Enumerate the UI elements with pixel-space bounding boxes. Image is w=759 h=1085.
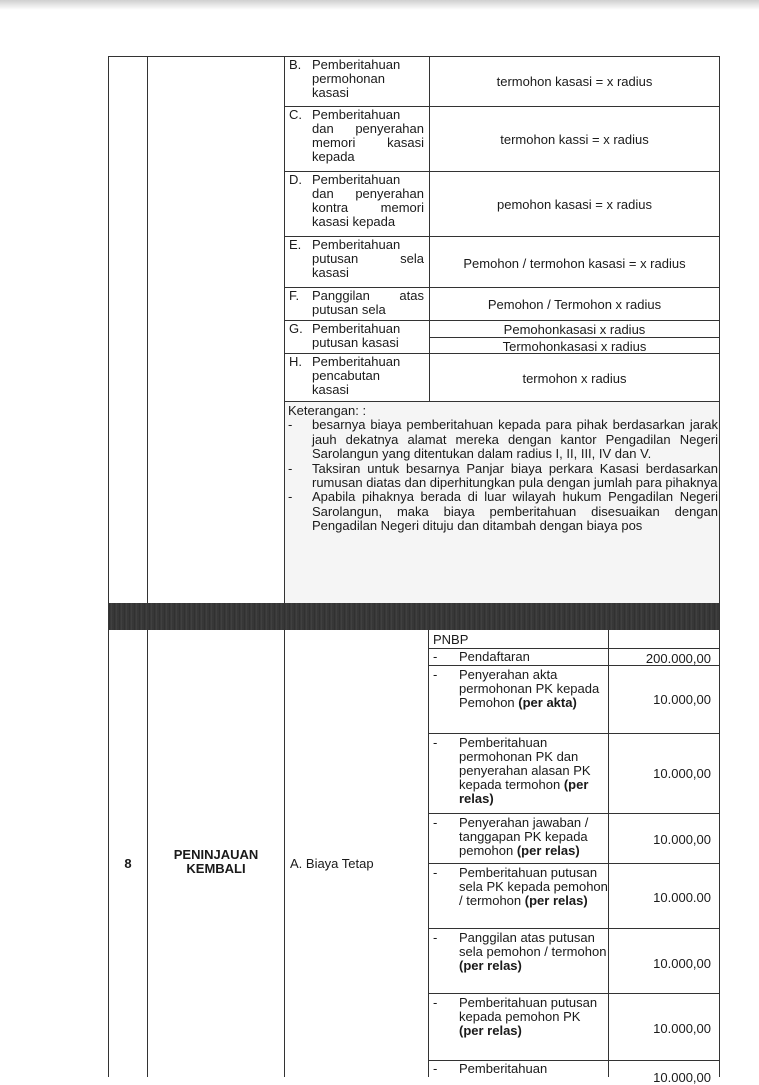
kasasi-item-h-label: H. Pemberitahuan pencabutan kasasi xyxy=(289,354,401,397)
pk-fee-amount: 10.000,00 xyxy=(653,832,711,847)
pk-fee-item: - Pemberitahuan putusan kepada pemohon PK (per relas) xyxy=(433,995,598,1038)
kasasi-item-c-label: C. Pemberitahuan dan penyerahan memori kasasi kepada xyxy=(289,107,424,164)
table-column-line xyxy=(428,630,429,1077)
pk-fee-item: - Penyerahan akta permohonan PK kepada Pemohon (per akta) xyxy=(433,667,600,710)
section-title: PENINJAUAN KEMBALI xyxy=(173,847,259,876)
pk-fee-amount: 10.000.00 xyxy=(653,890,711,905)
kasasi-item-g-label: G. Pemberitahuan putusan kasasi xyxy=(289,321,401,350)
keterangan-bullet: - Apabila pihaknya berada di luar wilayah hukum Pengadilan Negeri Sarolangun, maka biaya pemberitahuan disesuaikan dengan Pengadilan Negeri dituju dan ditambah dengan biaya pos xyxy=(288,489,718,534)
section-number: 8 xyxy=(124,856,132,871)
pk-fee-item: - Pemberitahuan permohonan PK dan penyerahan alasan PK kepada termohon (per relas) xyxy=(433,735,591,806)
table-border-right xyxy=(719,56,720,603)
table-column-line xyxy=(608,630,609,1077)
pk-fee-item: - Pemberitahuan putusan sela PK kepada pemohon / termohon (per relas) xyxy=(433,865,608,908)
keterangan-bullet: - besarnya biaya pemberitahuan kepada para pihak berdasarkan jarak jauh dekatnya alamat mereka dengan kantor Pengadilan Negeri Sarolangun yang ditentukan dalam radius I, II, III, IV dan V. xyxy=(288,417,718,462)
kasasi-item-b-label: B. Pemberitahuan permohonan kasasi xyxy=(289,57,401,100)
kasasi-item-h-value: termohon x radius xyxy=(522,371,627,386)
kasasi-item-e-label: E. Pemberitahuan putusan sela kasasi xyxy=(289,237,424,280)
table-border-right xyxy=(719,630,720,1077)
pk-fee-item: - Penyerahan jawaban / tanggapan PK kepada pemohon (per relas) xyxy=(433,815,589,858)
pk-fee-amount: 200.000,00 xyxy=(645,651,711,666)
kasasi-item-f-label: F. Panggilan atas putusan sela xyxy=(289,288,424,317)
section-category: A. Biaya Tetap xyxy=(290,856,374,871)
pk-fee-amount: 10.000,00 xyxy=(653,766,711,781)
table-row-line xyxy=(428,993,720,994)
keterangan-block xyxy=(288,404,718,534)
scan-top-shadow xyxy=(0,0,759,10)
table-column-line xyxy=(147,56,148,603)
pk-fee-amount: 10.000,00 xyxy=(653,692,711,707)
table-row-line xyxy=(428,928,720,929)
pnbp-label: PNBP xyxy=(433,632,469,647)
kasasi-item-c-value: termohon kassi = x radius xyxy=(500,132,649,147)
table-border-left xyxy=(108,630,109,1077)
pk-fee-amount: 10.000,00 xyxy=(653,956,711,971)
pk-fee-amount: 10.000,00 xyxy=(653,1070,711,1085)
kasasi-item-e-value: Pemohon / termohon kasasi = x radius xyxy=(463,256,686,271)
kasasi-item-b-value: termohon kasasi = x radius xyxy=(496,74,653,89)
table-row-line xyxy=(430,337,720,338)
keterangan-label: Keterangan: : xyxy=(288,403,367,418)
table-row-line xyxy=(108,56,720,57)
table-row-line xyxy=(428,733,720,734)
pk-fee-amount: 10.000,00 xyxy=(653,1021,711,1036)
table-column-line xyxy=(284,630,285,1077)
kasasi-item-f-value: Pemohon / Termohon x radius xyxy=(487,297,662,312)
pk-fee-item: - Pemberitahuan xyxy=(433,1061,548,1076)
kasasi-item-g-value-1: Pemohonkasasi x radius xyxy=(503,322,646,337)
kasasi-item-d-value: pemohon kasasi = x radius xyxy=(496,197,652,212)
pk-fee-item: - Panggilan atas putusan sela pemohon / termohon (per relas) xyxy=(433,930,607,973)
kasasi-item-d-label: D. Pemberitahuan dan penyerahan kontra memori kasasi kepada xyxy=(289,172,424,229)
kasasi-item-g-value-2: Termohonkasasi x radius xyxy=(502,339,647,354)
table-row-line xyxy=(428,863,720,864)
keterangan-bullet: - Taksiran untuk besarnya Panjar biaya perkara Kasasi berdasarkan rumusan diatas dan diperhitungkan pula dengan jumlah para pihaknya xyxy=(288,460,718,491)
table-border-left xyxy=(108,56,109,603)
section-separator-band xyxy=(108,603,720,630)
table-row-line xyxy=(428,813,720,814)
pk-fee-item: - Pendaftaran xyxy=(433,649,530,664)
